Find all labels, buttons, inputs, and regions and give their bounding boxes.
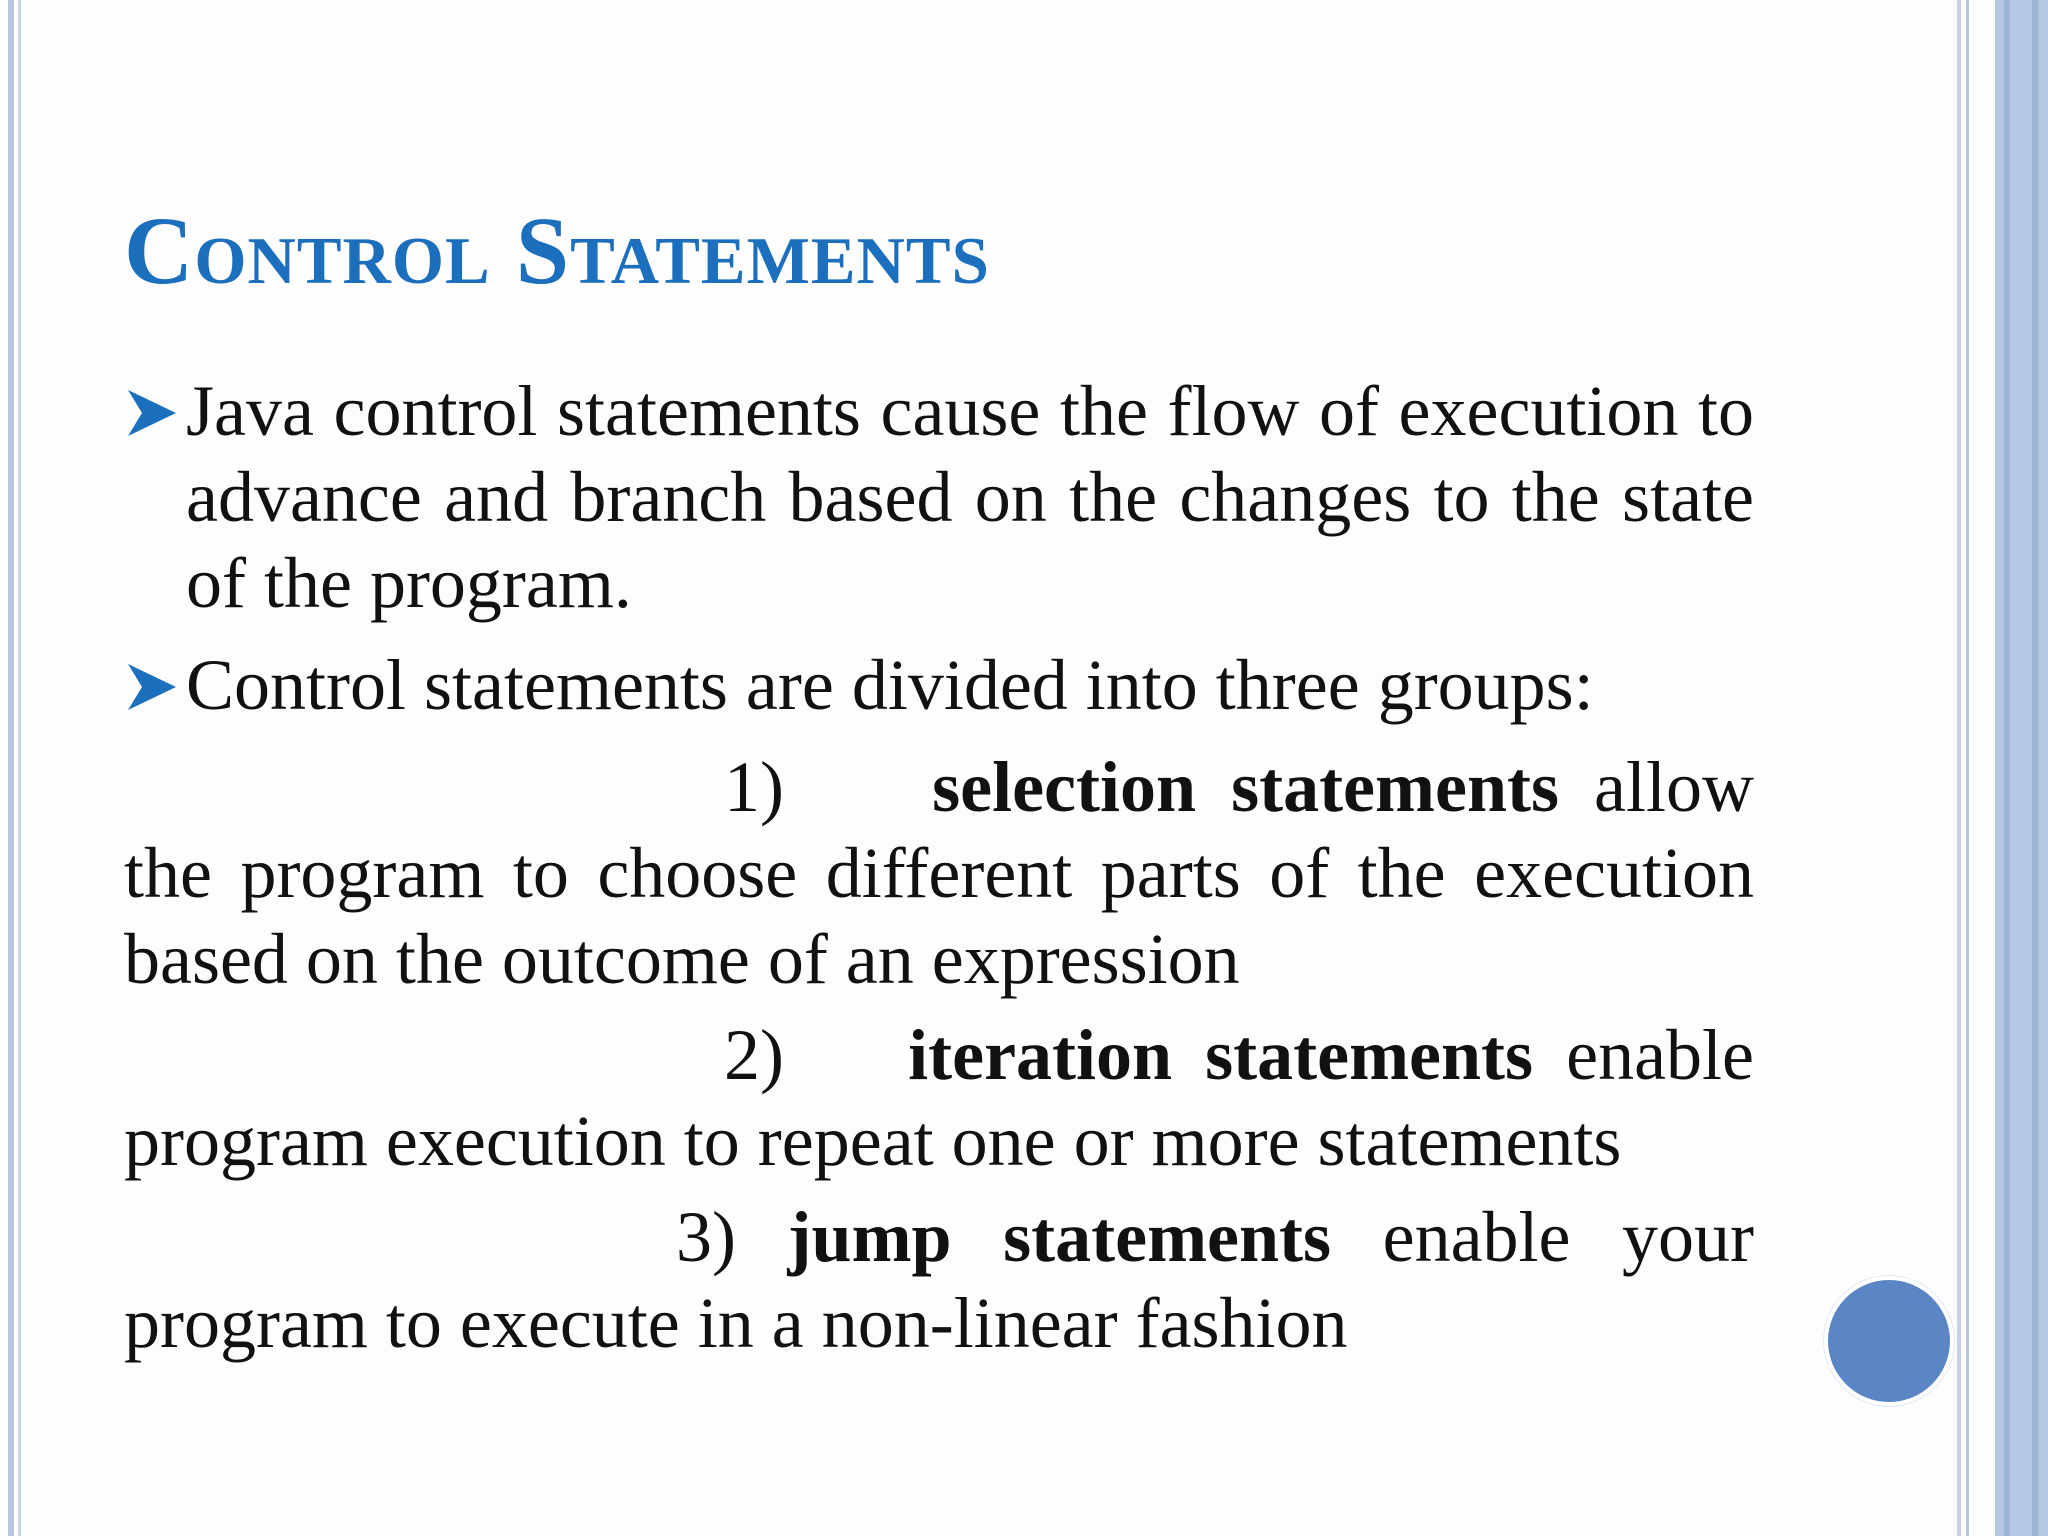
bullet-item xyxy=(124,642,1754,728)
group-number: 1) xyxy=(724,747,784,827)
group-description: enable program execution to repeat one or more statements xyxy=(124,1015,1754,1181)
group-number: 3) xyxy=(676,1197,736,1277)
right-border-band xyxy=(1995,0,2048,1536)
group-item xyxy=(124,1194,1754,1366)
left-border-inner xyxy=(18,0,21,1536)
bullet-item xyxy=(124,368,1754,626)
right-border-stripe xyxy=(2004,0,2010,1536)
group-item xyxy=(124,1012,1754,1184)
group-term: selection statements xyxy=(932,747,1559,827)
slide-title: Control Statements xyxy=(124,197,990,304)
arrow-bullet-icon xyxy=(124,386,178,440)
group-description: enable your program to execute in a non-linear fashion xyxy=(124,1197,1755,1363)
group-item xyxy=(124,744,1754,1002)
group-term: iteration statements xyxy=(908,1015,1534,1095)
group-number: 2) xyxy=(724,1015,784,1095)
left-border xyxy=(8,0,14,1536)
bullet-text: Java control statements cause the flow of execution to advance and branch based on the changes to the state of the program. xyxy=(186,371,1754,623)
slide-body xyxy=(124,368,1754,1376)
group-description: allow the program to choose different parts of the execution based on the outcome of an expression xyxy=(124,747,1755,999)
arrow-bullet-icon xyxy=(124,660,178,714)
decorative-circle-icon xyxy=(1828,1280,1950,1402)
group-term: jump statements xyxy=(787,1197,1332,1277)
right-border-line xyxy=(1957,0,1961,1536)
right-border-stripe-2 xyxy=(2032,0,2038,1536)
right-border-line-2 xyxy=(1966,0,1969,1536)
bullet-text: Control statements are divided into three groups: xyxy=(186,645,1594,725)
